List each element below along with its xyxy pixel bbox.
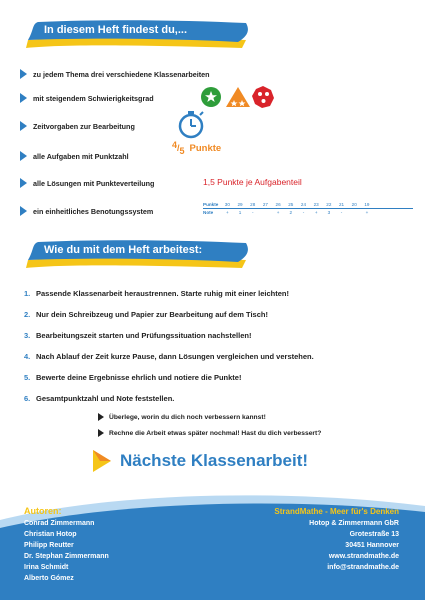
authors-block: [24, 506, 109, 584]
publisher-website-link[interactable]: www.strandmathe.de: [328, 553, 399, 560]
step-number: 3.: [24, 331, 31, 340]
next-exam-text: Nächste Klassenarbeit!: [120, 451, 309, 470]
step-item: [24, 388, 404, 409]
bullet-arrow-icon: [20, 178, 27, 188]
difficulty-medium-icon: [226, 87, 250, 107]
step-text: Bearbeitungszeit starten und Prüfungssituation nachstellen!: [36, 331, 252, 340]
grade-cell: 3: [327, 210, 331, 215]
step-text: Gesamtpunktzahl und Note feststellen.: [36, 394, 175, 403]
points-label: Punkte: [189, 143, 222, 154]
step-item: [24, 304, 404, 325]
step-text: Nach Ablauf der Zeit kurze Pause, dann Lösungen vergleichen und verstehen.: [36, 352, 314, 361]
step-number: 6.: [24, 394, 31, 403]
step-item: [24, 283, 404, 304]
points-distribution: 1,5 Punkte je Aufgabenteil: [203, 177, 302, 187]
section-banner-features: [24, 18, 244, 48]
step-number: 4.: [24, 352, 31, 361]
feature-item: [20, 173, 154, 193]
grade-cell: -: [251, 210, 254, 215]
step-number: 5.: [24, 373, 31, 382]
feature-text: zu jedem Thema drei verschiedene Klassenarbeiten: [33, 69, 210, 79]
bullet-arrow-icon: [20, 151, 27, 161]
publisher-block: [274, 506, 399, 573]
difficulty-icons: [200, 84, 280, 110]
tip-text: Überlege, worin du dich noch verbessern kannst!: [109, 413, 266, 421]
feature-item: [20, 146, 129, 166]
step-text: Nur dein Schreibzeug und Papier zur Bearbeitung auf dem Tisch!: [36, 310, 268, 319]
points-numerator: 4: [172, 140, 178, 150]
author-name: Philipp Reutter: [24, 542, 74, 549]
step-item: [24, 346, 404, 367]
author-name: Irina Schmidt: [24, 564, 69, 571]
publisher-city: 30451 Hannover: [345, 542, 399, 549]
grade-cell: 27: [262, 202, 268, 207]
step-text: Passende Klassenarbeit heraustrennen. Starte ruhig mit einer leichten!: [36, 289, 289, 298]
grade-points-label: Punkte: [203, 202, 219, 207]
bullet-arrow-icon: [98, 413, 104, 421]
grade-cell: 23: [313, 202, 319, 207]
grade-cell: +: [226, 210, 229, 215]
bullet-arrow-icon: [20, 93, 27, 103]
grade-cell: 20: [351, 202, 357, 207]
bullet-arrow-icon: [20, 69, 27, 79]
grade-cell: +: [365, 210, 369, 215]
tip-item: [98, 409, 321, 425]
grade-table: [203, 201, 413, 216]
feature-text: Zeitvorgaben zur Bearbeitung: [33, 121, 135, 131]
points-denominator: 5: [179, 146, 185, 156]
difficulty-easy-icon: [201, 87, 221, 107]
feature-item: [20, 64, 210, 84]
feature-item: [20, 201, 153, 221]
next-exam-callout: [92, 449, 308, 473]
bullet-arrow-icon: [20, 121, 27, 131]
grade-cell: 1: [238, 210, 242, 215]
grade-cell: 25: [288, 202, 294, 207]
step-text: Bewerte deine Ergebnisse ehrlich und notiere die Punkte!: [36, 373, 242, 382]
grade-notes-label: Note: [203, 210, 214, 215]
grade-cell: 24: [300, 202, 307, 207]
steps-list: [24, 283, 404, 409]
grade-cell: -: [302, 210, 305, 215]
step-number: 2.: [24, 310, 31, 319]
difficulty-hard-icon: [252, 86, 274, 108]
author-name: Dr. Stephan Zimmermann: [24, 553, 109, 560]
step-number: 1.: [24, 289, 31, 298]
grade-cell: 30: [224, 202, 230, 207]
grade-cell: 21: [338, 202, 345, 207]
section-title: Wie du mit dem Heft arbeitest:: [44, 244, 203, 256]
grade-cell: 22: [326, 202, 332, 207]
bullet-arrow-icon: [98, 429, 104, 437]
grade-cell: -: [340, 210, 343, 215]
tips-list: [98, 409, 321, 441]
section-title: In diesem Heft findest du,...: [44, 24, 188, 36]
feature-item: [20, 88, 154, 108]
feature-text: alle Lösungen mit Punkteverteilung: [33, 178, 155, 188]
grade-notes-row: [203, 209, 413, 216]
bullet-arrow-icon: [20, 206, 27, 216]
feature-text: ein einheitliches Benotungssystem: [33, 206, 154, 216]
feature-item: [20, 116, 135, 136]
author-name: Alberto Gómez: [24, 575, 74, 582]
publisher-name: StrandMathe - Meer für's Denken: [274, 507, 399, 516]
grade-points-row: [203, 201, 413, 208]
grade-cell: 29: [237, 202, 243, 207]
step-item: [24, 325, 404, 346]
step-item: [24, 367, 404, 388]
tip-item: [98, 425, 321, 441]
publisher-street: Grotestraße 13: [349, 531, 399, 538]
grade-cell: +: [314, 210, 318, 215]
grade-cell: 19: [364, 202, 370, 207]
grade-cell: 2: [289, 210, 293, 215]
author-name: Christian Hotop: [24, 531, 77, 538]
tip-text: Rechne die Arbeit etwas später nochmal! Hast du dich verbessert?: [109, 429, 322, 437]
points-example: 4 / 5 Punkte: [172, 140, 222, 156]
grade-cell: +: [276, 210, 280, 215]
author-name: Conrad Zimmermann: [24, 520, 95, 527]
stopwatch-icon: [174, 108, 208, 140]
grade-cell: 28: [250, 202, 256, 207]
publisher-email-link[interactable]: info@strandmathe.de: [327, 564, 399, 571]
publisher-company: Hotop & Zimmermann GbR: [309, 520, 399, 527]
feature-text: mit steigendem Schwierigkeitsgrad: [33, 93, 154, 103]
play-arrow-icon: [92, 449, 112, 473]
authors-title: Autoren:: [24, 506, 62, 516]
feature-text: alle Aufgaben mit Punktzahl: [33, 151, 129, 161]
grade-cell: 26: [275, 202, 281, 207]
section-banner-howto: [24, 238, 244, 268]
